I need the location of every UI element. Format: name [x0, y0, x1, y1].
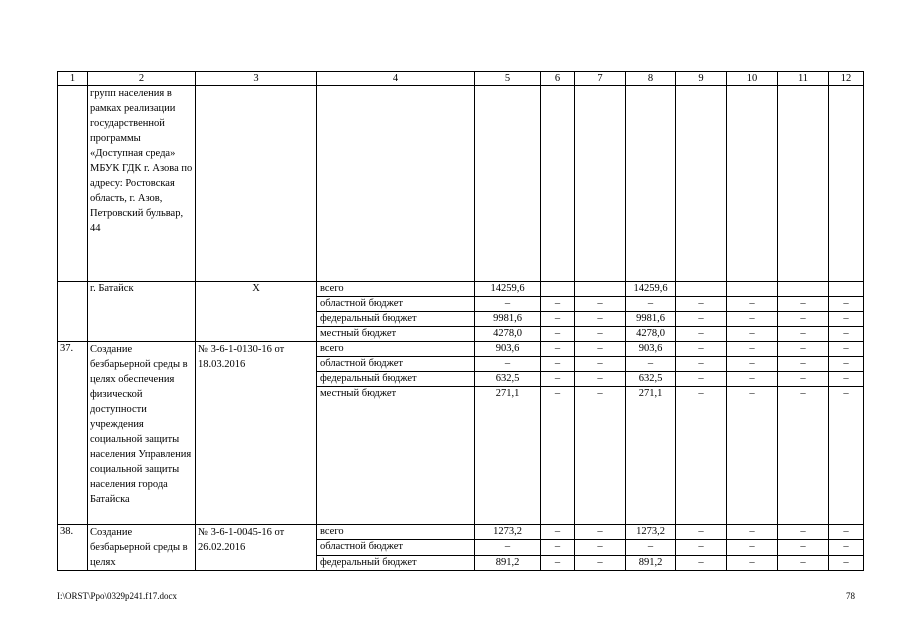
value-cell: – — [778, 312, 829, 327]
value-cell: – — [727, 357, 778, 372]
value-cell: – — [778, 342, 829, 357]
value-cell: – — [676, 540, 727, 555]
measure-name: Создание безбарьерной среды в целях — [88, 525, 196, 571]
budget-label: всего — [317, 282, 475, 297]
value-cell: – — [575, 312, 626, 327]
value-cell: – — [575, 327, 626, 342]
table-row — [58, 86, 864, 282]
value-cell: – — [727, 387, 778, 525]
value-cell: 903,6 — [475, 342, 541, 357]
column-number-row — [58, 72, 864, 86]
value-cell: – — [575, 372, 626, 387]
value-cell: – — [541, 387, 575, 525]
value-cell: – — [541, 555, 575, 570]
value-cell — [541, 282, 575, 297]
page-number: 78 — [846, 591, 855, 601]
document-number: X — [196, 282, 317, 342]
value-cell: – — [676, 327, 727, 342]
budget-label: местный бюджет — [317, 387, 475, 525]
value-cell — [676, 282, 727, 297]
value-cell: – — [778, 387, 829, 525]
budget-label: всего — [317, 525, 475, 540]
value-cell: – — [575, 387, 626, 525]
row-number: 37. — [58, 342, 88, 525]
value-cell: – — [541, 357, 575, 372]
file-path: I:\ORST\Ppo\0329p241.f17.docx — [57, 591, 178, 601]
value-cell: 14259,6 — [626, 282, 676, 297]
value-cell: – — [727, 372, 778, 387]
budget-label: федеральный бюджет — [317, 372, 475, 387]
budget-table — [57, 71, 864, 571]
value-cell: – — [829, 540, 864, 555]
value-cell: – — [829, 387, 864, 525]
document-number: № 3-6-1-0045-16 от 26.02.2016 — [196, 525, 317, 571]
value-cell: – — [676, 312, 727, 327]
value-cell: 9981,6 — [626, 312, 676, 327]
value-cell: – — [475, 540, 541, 555]
value-cell: 4278,0 — [626, 327, 676, 342]
value-cell: – — [575, 342, 626, 357]
value-cell: – — [541, 525, 575, 540]
col-header: 3 — [196, 72, 317, 86]
value-cell: 632,5 — [475, 372, 541, 387]
value-cell: – — [829, 555, 864, 570]
budget-label: всего — [317, 342, 475, 357]
value-cell: – — [727, 342, 778, 357]
value-cell: – — [626, 357, 676, 372]
col-header: 12 — [829, 72, 864, 86]
value-cell: – — [778, 540, 829, 555]
value-cell: – — [727, 555, 778, 570]
value-cell: – — [727, 540, 778, 555]
col-header: 6 — [541, 72, 575, 86]
value-cell: – — [829, 297, 864, 312]
budget-label: местный бюджет — [317, 327, 475, 342]
value-cell: 891,2 — [475, 555, 541, 570]
value-cell: – — [829, 342, 864, 357]
value-cell: – — [626, 540, 676, 555]
value-cell: 271,1 — [475, 387, 541, 525]
budget-label: областной бюджет — [317, 540, 475, 555]
value-cell: 1273,2 — [626, 525, 676, 540]
value-cell: – — [575, 540, 626, 555]
value-cell: 632,5 — [626, 372, 676, 387]
col-header: 4 — [317, 72, 475, 86]
measure-name: Создание безбарьерной среды в целях обеспечения физической доступности учреждения социальной защиты населения Управления социальной защиты населения города Батайска — [88, 342, 196, 525]
col-header: 11 — [778, 72, 829, 86]
value-cell: – — [541, 327, 575, 342]
value-cell: – — [676, 357, 727, 372]
value-cell: – — [829, 327, 864, 342]
value-cell: – — [676, 525, 727, 540]
value-cell: – — [575, 555, 626, 570]
col-header: 10 — [727, 72, 778, 86]
value-cell: – — [475, 297, 541, 312]
row-number: 38. — [58, 525, 88, 571]
city-name: г. Батайск — [88, 282, 196, 342]
value-cell: – — [829, 525, 864, 540]
value-cell: 4278,0 — [475, 327, 541, 342]
value-cell: – — [778, 297, 829, 312]
value-cell: – — [541, 297, 575, 312]
value-cell: – — [778, 357, 829, 372]
value-cell — [575, 282, 626, 297]
value-cell: – — [727, 525, 778, 540]
value-cell: – — [575, 525, 626, 540]
col-header: 8 — [626, 72, 676, 86]
budget-label: федеральный бюджет — [317, 312, 475, 327]
value-cell: – — [778, 372, 829, 387]
value-cell: 891,2 — [626, 555, 676, 570]
value-cell: – — [778, 327, 829, 342]
value-cell: 271,1 — [626, 387, 676, 525]
value-cell: – — [676, 297, 727, 312]
value-cell: 14259,6 — [475, 282, 541, 297]
table-row — [58, 525, 864, 540]
value-cell: – — [829, 372, 864, 387]
value-cell: – — [829, 312, 864, 327]
value-cell: – — [676, 342, 727, 357]
col-header: 1 — [58, 72, 88, 86]
value-cell: – — [727, 312, 778, 327]
value-cell: – — [575, 297, 626, 312]
measure-name: групп населения в рамках реализации государственной программы «Доступная среда» МБУК ГДК г. Азова по адресу: Ростовская область, г. Азов, Петровский бульвар, 44 — [88, 86, 196, 282]
value-cell: – — [475, 357, 541, 372]
value-cell: 903,6 — [626, 342, 676, 357]
table-row — [58, 282, 864, 297]
value-cell: – — [541, 372, 575, 387]
col-header: 9 — [676, 72, 727, 86]
value-cell: – — [727, 327, 778, 342]
value-cell: – — [829, 357, 864, 372]
value-cell: – — [626, 297, 676, 312]
value-cell: – — [676, 387, 727, 525]
value-cell: – — [575, 357, 626, 372]
document-number: № 3-6-1-0130-16 от 18.03.2016 — [196, 342, 317, 525]
value-cell: – — [541, 342, 575, 357]
col-header: 5 — [475, 72, 541, 86]
value-cell: – — [676, 555, 727, 570]
budget-label: областной бюджет — [317, 357, 475, 372]
value-cell — [829, 282, 864, 297]
budget-label: областной бюджет — [317, 297, 475, 312]
value-cell: – — [778, 525, 829, 540]
value-cell: – — [727, 297, 778, 312]
value-cell: – — [676, 372, 727, 387]
col-header: 7 — [575, 72, 626, 86]
value-cell: – — [541, 540, 575, 555]
value-cell: – — [778, 555, 829, 570]
value-cell: – — [541, 312, 575, 327]
table-row — [58, 342, 864, 357]
value-cell — [778, 282, 829, 297]
value-cell: 1273,2 — [475, 525, 541, 540]
col-header: 2 — [88, 72, 196, 86]
value-cell: 9981,6 — [475, 312, 541, 327]
value-cell — [727, 282, 778, 297]
budget-label: федеральный бюджет — [317, 555, 475, 570]
